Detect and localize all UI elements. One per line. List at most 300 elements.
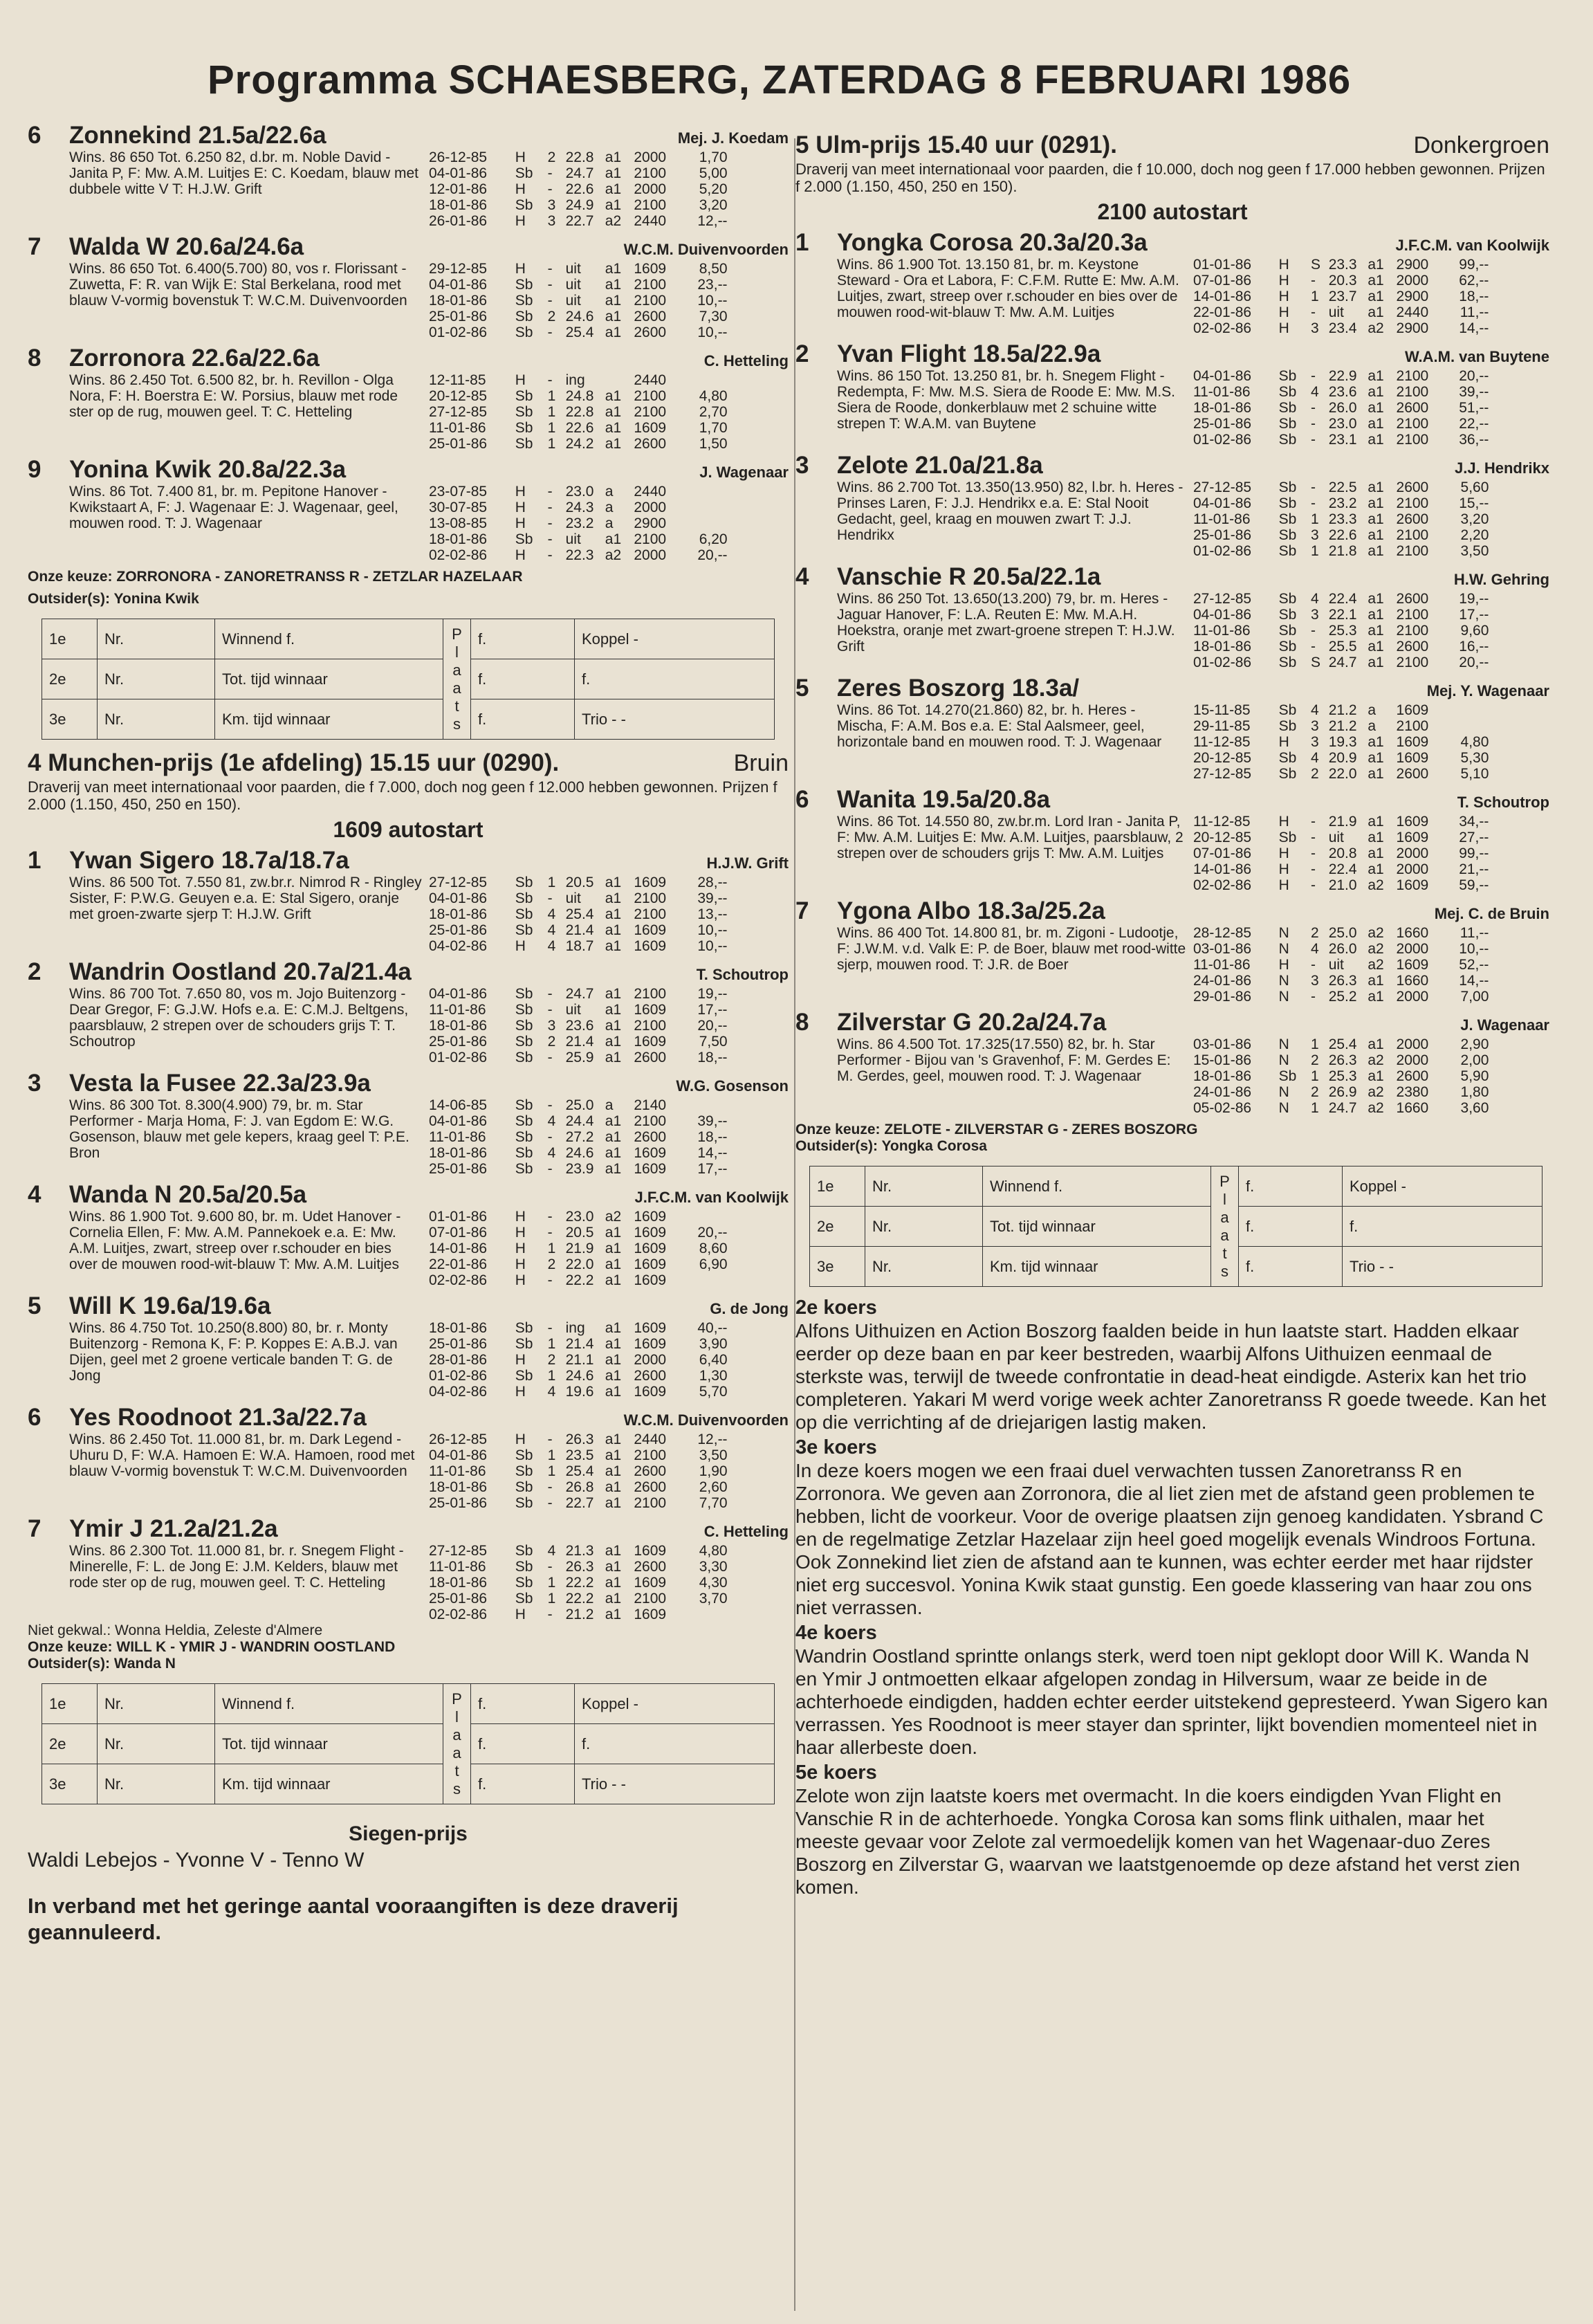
horse-trainer: J.J. Hendrikx [1455,459,1549,477]
result-row [1193,1084,1549,1100]
result-row [429,181,789,197]
result-cell: 20,-- [1459,655,1489,670]
result-cell: 19.3 [1328,734,1357,750]
horse-heading [795,340,1549,368]
result-cell: - [1310,416,1316,432]
result-cell: a1 [1368,257,1384,273]
result-cell: H [515,213,526,229]
race5-distance: 2100 autostart [1097,199,1248,224]
result-cell: 2600 [634,1463,667,1479]
result-cell: a1 [1368,766,1384,782]
result-cell: Sb [515,875,533,890]
result-cell: 3 [1310,718,1319,734]
result-cell: 2100 [1396,718,1429,734]
result-cell: 24.6 [565,1145,594,1161]
plaats-value: f. [471,1724,575,1764]
result-cell: 4 [547,1543,556,1559]
horse-trainer: J.F.C.M. van Koolwijk [1395,237,1549,254]
result-cell: 2,90 [1460,1036,1489,1052]
plaats-label: P l a a t s [1211,1166,1239,1287]
horse-body [28,986,789,1065]
finish-label: Km. tijd winnaar [215,1764,443,1804]
horse-info: Wins. 86 2.450 Tot. 11.000 81, br. m. Dark Legend - Uhuru D, F: W.A. Hamoen E: W.A. Hamoen, rood met blauw V-vormig bovenstuk T: W.C.M. Duivenvoorden [69,1431,415,1479]
result-row [429,1034,789,1050]
result-cell: a [605,500,614,515]
horse-heading [795,786,1549,814]
horse-results [1193,925,1549,1005]
result-cell: - [547,1431,553,1447]
result-cell: 01-01-86 [429,1209,488,1225]
result-cell: 22.9 [1328,368,1357,384]
result-cell: 24-01-86 [1193,1084,1252,1100]
result-cell: 4 [547,906,556,922]
result-cell: 1609 [1396,830,1429,845]
result-cell: 1609 [1396,957,1429,973]
result-cell: 2100 [1396,543,1429,559]
result-cell: a1 [605,149,622,165]
result-cell: - [1310,273,1316,289]
result-cell: 5,90 [1460,1068,1489,1084]
result-cell: N [1278,1036,1289,1052]
result-cell: - [1310,304,1316,320]
result-cell: 1660 [1396,1100,1429,1116]
race4-distance: 1609 autostart [333,817,484,842]
result-row [429,1241,789,1256]
result-cell: - [547,1050,553,1065]
result-row [429,1463,789,1479]
result-cell: 11,-- [1460,925,1489,941]
result-cell: a1 [1368,479,1384,495]
plaats-value: f. [471,699,575,740]
horse-body [795,925,1549,1005]
horse-trainer: H.J.W. Grift [706,854,789,872]
result-row [429,213,789,229]
result-cell: 1609 [1396,750,1429,766]
result-cell: 24.7 [565,986,594,1002]
result-cell: 11-01-86 [429,1559,486,1575]
finish-row [810,1207,1543,1247]
horse-name: Yvan Flight 18.5a/22.9a [837,340,1101,367]
result-cell: 18.7 [565,938,594,954]
result-cell: 2600 [634,1559,667,1575]
result-cell: 1 [1310,1036,1319,1052]
result-cell: 4 [1310,591,1319,607]
horse-body [28,484,789,563]
result-cell: 2100 [1396,607,1429,623]
result-cell: 01-02-86 [429,1050,488,1065]
result-cell: 24.8 [565,388,594,404]
result-cell: 18-01-86 [429,531,488,547]
result-cell: a1 [605,404,622,420]
result-cell: Sb [515,1368,533,1384]
horse-name: Yonina Kwik 20.8a/22.3a [69,456,347,483]
result-cell: Sb [515,1161,533,1177]
result-cell: Sb [515,277,533,293]
result-cell: 1 [547,1336,556,1352]
horse-name: Walda W 20.6a/24.6a [69,233,304,260]
comment-heading: 4e koers [795,1622,877,1644]
result-cell: 2100 [1396,495,1429,511]
horse-results [1193,1036,1549,1116]
finish-place: 1e [42,619,98,659]
result-cell: - [547,293,553,309]
finish-label: Winnend f. [215,619,443,659]
plaats-label: P l a a t s [443,1684,471,1804]
result-cell: uit [565,261,581,277]
result-cell: - [547,531,553,547]
result-row [429,906,789,922]
result-cell: a1 [605,1384,622,1400]
result-cell: - [547,547,553,563]
result-cell: H [515,500,526,515]
result-cell: 04-01-86 [429,890,488,906]
result-cell: - [1310,479,1316,495]
result-row [429,1607,789,1622]
result-cell: 62,-- [1459,273,1489,289]
horse-number: 7 [795,897,809,924]
result-cell: ing [565,372,585,388]
result-row [429,1129,789,1145]
horse-name: Zonnekind 21.5a/22.6a [69,122,326,149]
result-cell: 1609 [634,261,667,277]
right-column [795,118,1549,1898]
horse-body [28,1209,789,1288]
result-cell: a1 [1368,495,1384,511]
result-cell: 18,-- [697,1129,728,1145]
result-cell: Sb [1278,511,1297,527]
result-row [429,986,789,1002]
result-cell: 07-01-86 [1193,273,1252,289]
horse-info: Wins. 86 4.750 Tot. 10.250(8.800) 80, br. r. Monty Buitenzorg - Remona K, F: P. Koppes E: A.B.J. van Dijen, geel met 2 groene verticale banden T: G. de Jong [69,1320,398,1384]
result-cell: 23,-- [697,277,728,293]
result-row [429,388,789,404]
result-cell: 18-01-86 [429,197,488,213]
result-cell: 20-12-85 [1193,830,1252,845]
result-cell: 25-01-86 [429,1591,488,1607]
result-cell: 4,80 [699,388,728,404]
result-cell: 1 [547,1447,556,1463]
horse-entry [28,1070,789,1177]
result-cell: H [1278,877,1289,893]
result-cell: 2 [547,1256,556,1272]
result-cell: 51,-- [1459,400,1489,416]
result-cell: 1 [547,404,556,420]
result-cell: Sb [515,906,533,922]
result-cell: 5,00 [699,165,728,181]
plaats-value: f. [471,619,575,659]
horse-heading [795,563,1549,591]
result-cell: Sb [1278,830,1297,845]
result-cell: 24.6 [565,1368,594,1384]
result-cell: a1 [605,1495,622,1511]
page-title: Programma SCHAESBERG, ZATERDAG 8 FEBRUARI 1986 [208,57,1352,102]
finish-table [42,1683,775,1804]
result-cell: a1 [1368,273,1384,289]
result-cell: 2 [547,1352,556,1368]
horse-name: Vesta la Fusee 22.3a/23.9a [69,1070,371,1097]
result-cell: 17,-- [1459,607,1489,623]
result-cell: 01-02-86 [429,1368,488,1384]
result-cell: 23.6 [565,1018,594,1034]
result-row [1193,273,1549,289]
result-row [429,1225,789,1241]
result-cell: 11-12-85 [1193,734,1251,750]
result-cell: 2600 [634,1479,667,1495]
result-cell: 13-08-85 [429,515,488,531]
horse-info: Wins. 86 500 Tot. 7.550 81, zw.br.r. Nimrod R - Ringley Sister, F: P.W.G. Geuyen e.a. E: Stal Sigero, oranje met groen-zwarte sjerp T: H.J.W. Grift [69,875,422,922]
result-cell: 16,-- [1459,639,1489,655]
result-cell: a1 [605,1575,622,1591]
result-cell: 04-01-86 [1193,368,1252,384]
result-cell: 1,30 [699,1368,728,1384]
result-cell: - [547,890,553,906]
horse-results [429,149,789,229]
result-cell: Sb [1278,384,1297,400]
result-cell: N [1278,989,1289,1005]
horse-entry [795,786,1549,893]
result-cell: 19,-- [1459,591,1489,607]
result-cell: 2000 [1396,941,1429,957]
result-cell: Sb [1278,1068,1297,1084]
comment-heading: 2e koers [795,1297,877,1319]
result-cell: Sb [1278,432,1297,448]
horse-entry [28,1404,789,1511]
finish-label: Km. tijd winnaar [215,699,443,740]
horse-info: Wins. 86 150 Tot. 13.250 81, br. h. Snegem Flight - Redempta, F: Mw. M.S. Siera de Roode E: Mw. M.S. Siera de Roode, donkerblauw met 2 schuine witte strepen T: W.A.M. van Buytene [837,368,1176,432]
result-cell: 28-01-86 [429,1352,488,1368]
result-cell: H [515,1256,526,1272]
result-cell: 20.9 [1328,750,1357,766]
horse-heading [795,675,1549,702]
result-cell: 2 [547,1034,556,1050]
race4-outsider: Outsider(s): Wanda N [28,1656,176,1672]
result-cell: 8,60 [699,1241,728,1256]
result-cell: 20,-- [697,1225,728,1241]
horse-info: Wins. 86 Tot. 14.270(21.860) 82, br. h. Heres - Mischa, F: A.M. Bos e.a. E: Stal Aalsmeer, geel, horizontale band en mouwen rood. T: J. Wagenaar [837,702,1162,750]
horse-heading [28,345,789,372]
result-cell: H [1278,814,1289,830]
result-cell: Sb [1278,766,1297,782]
result-cell: H [515,149,526,165]
result-cell: 21,-- [1459,861,1489,877]
result-cell: 4 [547,1145,556,1161]
finish-place: 3e [810,1247,865,1287]
comment-text: In deze koers mogen we een fraai duel verwachten tussen Zanoretranss R en Zorronora. We geven aan Zorronora, die al liet zien met de afstand geen problemen te hebben, licht de voorkeur. Voor de overige plaatsen zijn genoeg kandidaten. Ysbrand C en de regelmatige Zetzlar Hazelaar zijn heel goed mogelijk evenals Windroos Fortuna. Ook Zonnekind liet zien de afstand aan te kunnen, was echter eerder met haar rijdster niet erg succesvol. Yonina Kwik staat gunstig. Een goede klassering van haar zou ons niet verrassen. [795,1460,1544,1618]
result-cell: 1609 [634,1241,667,1256]
result-cell [681,1209,728,1225]
result-cell: a1 [1368,289,1384,304]
result-row [429,1431,789,1447]
result-row [1193,1052,1549,1068]
horse-results [429,1209,789,1288]
result-row [1193,861,1549,877]
result-cell: 22.8 [565,149,594,165]
result-cell: 23.4 [1328,320,1357,336]
result-cell: a1 [605,1320,622,1336]
result-cell: 25-01-86 [429,1161,488,1177]
horse-info: Wins. 86 2.450 Tot. 6.500 82, br. h. Revillon - Olga Nora, F: H. Boerstra E: W. Porsius, blauw met rode ster op de rug, mouwen geel. T: C. Hetteling [69,372,398,420]
horse-heading [28,456,789,484]
result-cell: Sb [515,324,533,340]
result-cell: 39,-- [697,890,728,906]
result-cell: - [547,372,553,388]
race4-niet-gekwal: Niet gekwal.: Wonna Heldia, Zeleste d'Almere [28,1622,323,1638]
comment-text: Zelote won zijn laatste koers met overmacht. In die koers eindigden Yvan Flight en Vanschie R in de achterhoede. Yongka Corosa kan soms flink uithalen, maar het meeste gevaar voor Zelote zal vermoedelijk komen van het Wagenaar-duo Zeres Boszorg en Zilverstar G, waarvan we laatstgenoemde op deze afstand het verst zien komen. [795,1785,1520,1898]
result-cell: 27-12-85 [1193,591,1252,607]
result-cell: 23.5 [565,1447,594,1463]
bet-label: Trio - - [1343,1247,1543,1287]
result-cell: 22.3 [565,547,594,563]
result-cell: 20.5 [565,1225,594,1241]
result-cell: N [1278,973,1289,989]
horse-number: 3 [795,452,809,479]
result-cell: 4 [1310,941,1319,957]
result-cell: 2100 [634,1495,667,1511]
horse-results [429,1543,789,1622]
horse-info: Wins. 86 700 Tot. 7.650 80, vos m. Jojo Buitenzorg - Dear Gregor, F: G.J.W. Hofs e.a. E: C.M.J. Beltgens, paarsblauw, 2 strepen over de schouders grijs T: T. Schoutrop [69,986,409,1050]
race5-horse-list [795,229,1549,1116]
horse-info: Wins. 86 300 Tot. 8.300(4.900) 79, br. m. Star Performer - Marja Homa, F: J. van Egdom E: W.G. Gosenson, blauw met gele kepers, kraag geel T: P.E. Bron [69,1097,409,1161]
result-cell [681,1097,728,1113]
result-cell: 4 [547,938,556,954]
result-cell: a [605,515,614,531]
result-cell [681,484,728,500]
result-cell: H [1278,861,1289,877]
result-cell: 27-12-85 [429,1543,488,1559]
result-cell: a2 [1368,1052,1384,1068]
result-row [429,484,789,500]
horse-number: 7 [28,233,42,260]
result-cell: 1,90 [699,1463,728,1479]
result-cell: 11,-- [1460,304,1489,320]
result-cell: uit [565,1002,581,1018]
result-cell: Sb [515,1543,533,1559]
result-row [429,1320,789,1336]
result-cell: 11-01-86 [429,1002,486,1018]
plaats-value: f. [1239,1247,1343,1287]
result-cell: a1 [605,1161,622,1177]
horse-info: Wins. 86 650 Tot. 6.400(5.700) 80, vos r. Florissant - Zuwetta, F: R. van Wijk E: Stal Berkelana, rood met blauw V-vormig bovenstuk T: W.C.M. Duivenvoorden [69,261,407,309]
result-cell: 2000 [634,149,667,165]
result-cell: 3,50 [699,1447,728,1463]
result-cell: 27-12-85 [429,404,488,420]
result-cell: N [1278,925,1289,941]
result-row [429,149,789,165]
result-row [429,1575,789,1591]
result-cell: 2100 [634,906,667,922]
result-cell: H [1278,257,1289,273]
horse-body [795,479,1549,559]
result-cell: 2100 [634,1113,667,1129]
result-cell: - [547,324,553,340]
result-cell: 27.2 [565,1129,594,1145]
result-cell: - [547,1320,553,1336]
result-cell: 1,80 [1460,1084,1489,1100]
result-cell: 2100 [1396,655,1429,670]
result-cell: 1 [547,1463,556,1479]
result-cell: - [1310,495,1316,511]
result-cell: - [1310,368,1316,384]
result-cell: 28-12-85 [1193,925,1252,941]
result-cell: 1,50 [699,436,728,452]
horse-trainer: Mej. Y. Wagenaar [1426,682,1549,699]
result-cell: 22.4 [1328,861,1357,877]
result-cell: 1609 [634,1384,667,1400]
result-cell: Sb [1278,607,1297,623]
result-cell: Sb [515,1479,533,1495]
horse-trainer: T. Schoutrop [1457,794,1549,811]
horse-name: Zeres Boszorg 18.3a/ [837,675,1080,702]
result-cell: H [515,938,526,954]
horse-info: Wins. 86 1.900 Tot. 9.600 80, br. m. Udet Hanover - Cornelia Ellen, F: Mw. A.M. Pannekoek e.a. E: Mw. A.M. Luitjes, zwart, streep over r.schouder en bies over de mouwen rood-wit-blauw T: Mw. A.M. Luitjes [69,1209,401,1272]
result-cell: 29-11-85 [1193,718,1251,734]
result-cell: H [1278,734,1289,750]
result-cell: 1609 [634,1320,667,1336]
finish-place: 1e [810,1166,865,1207]
result-cell: Sb [515,436,533,452]
result-cell: 1609 [1396,814,1429,830]
result-cell: 21.8 [1328,543,1357,559]
result-cell [1442,702,1489,718]
result-cell: 26.8 [565,1479,594,1495]
result-cell: 04-01-86 [429,165,488,181]
result-cell: 21.4 [565,1336,594,1352]
horse-info: Wins. 86 4.500 Tot. 17.325(17.550) 82, br. h. Star Performer - Bijou van 's Gravenhof, F: M. Gerdes E: M. Gerdes, geel, mouwen rood. T: J. Wagenaar [837,1036,1171,1084]
result-row [429,890,789,906]
result-cell: 2000 [1396,1052,1429,1068]
result-cell: uit [565,293,581,309]
horse-heading [28,847,789,875]
horse-body [28,875,789,954]
result-cell: - [547,986,553,1002]
result-cell: H [515,372,526,388]
result-cell [681,1272,728,1288]
result-cell: a1 [1368,432,1384,448]
result-row [429,1018,789,1034]
plaats-value: f. [471,1764,575,1804]
result-cell: 25.9 [565,1050,594,1065]
result-cell: 18-01-86 [429,1479,488,1495]
horse-number: 4 [795,563,809,590]
horse-number: 5 [28,1292,42,1319]
horse-results [429,1431,789,1511]
result-cell: 7,30 [699,309,728,324]
result-cell: 1609 [634,1336,667,1352]
race3-horse-list [28,122,789,563]
result-cell: 07-01-86 [429,1225,488,1241]
result-cell: 18-01-86 [429,293,488,309]
result-cell: uit [565,531,581,547]
result-cell: 10,-- [697,324,728,340]
result-cell: N [1278,1084,1289,1100]
result-cell: 17,-- [697,1002,728,1018]
horse-entry [795,675,1549,782]
result-cell: 1 [547,875,556,890]
result-cell: a1 [605,181,622,197]
result-cell: 12-01-86 [429,181,488,197]
race5-title: 5 Ulm-prijs 15.40 uur (0291). [795,131,1117,158]
result-cell: 2100 [634,1447,667,1463]
result-cell: 18,-- [697,1050,728,1065]
result-cell: a1 [605,890,622,906]
result-cell: Sb [515,1002,533,1018]
horse-trainer: W.C.M. Duivenvoorden [623,1411,789,1429]
result-cell: a2 [605,1209,622,1225]
result-cell: 2000 [1396,1036,1429,1052]
result-cell: 11-01-86 [429,1463,486,1479]
bet-label: Koppel - [575,619,775,659]
result-cell: 21.9 [1328,814,1357,830]
